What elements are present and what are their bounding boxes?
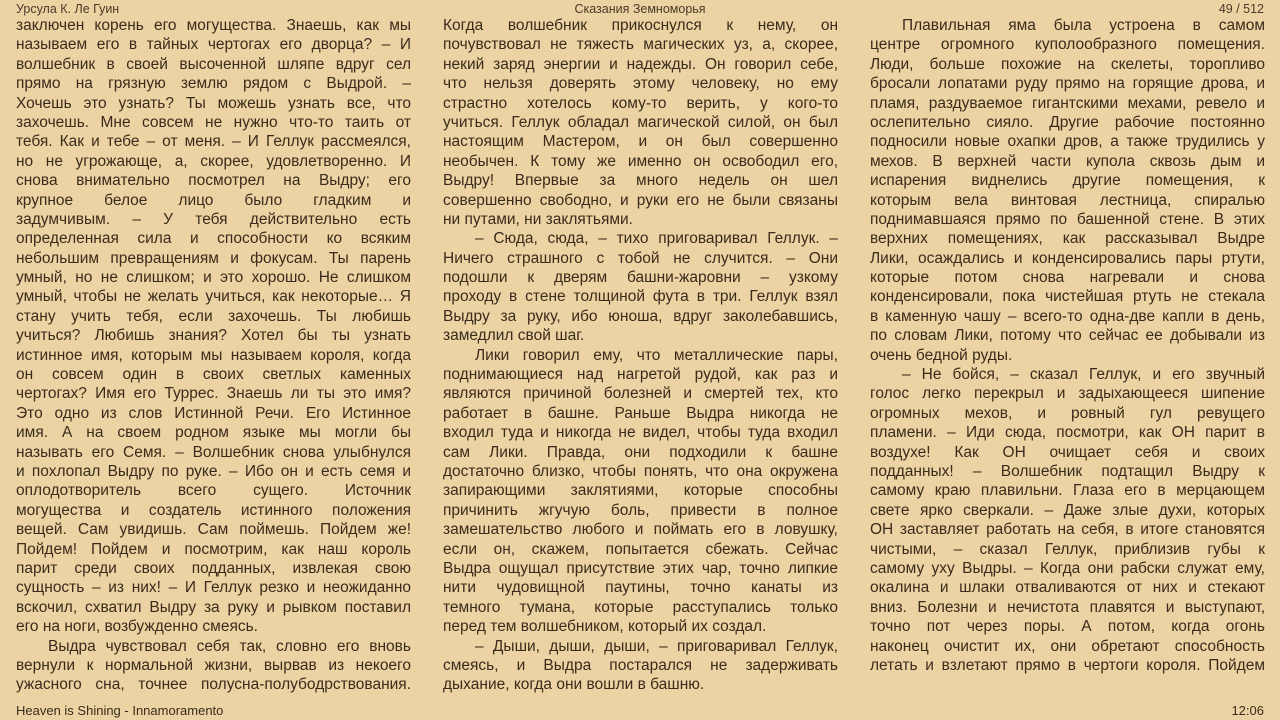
text-line: дыхание, когда они вошли в башню. [443,676,705,694]
text-line: окалина и шлаки отваливаются от них и стекают [870,579,1265,597]
book-author: Урсула К. Ле Гуин [16,2,120,16]
text-line: – Дыши, дыши, дыши, – приговаривал Геллук, [475,637,838,655]
text-line: истинное имя, которым мы называем короля, когда [16,346,411,364]
text-line: по словам Лики, потому что сейчас ее добывали из [870,327,1265,345]
text-line: если он, скажем, попытается сбежать. Сейчас [443,540,838,558]
text-line: задумчивым. – У тебя действительно есть [16,210,411,228]
text-line: Выдра чувствовал себя так, словно его вновь [48,637,411,655]
text-line: конденсировали, пока чистейшая ртуть не стекала [870,288,1265,306]
text-line: настоящим Мастером, и он был совершенно [443,133,838,151]
text-line: Выдру! Впервые за много недель он шел [443,172,838,190]
text-line: в каменную чашу – всего-то одна-две капли в день, [870,307,1265,325]
text-line: что нельзя доверять этому человеку, но ему [443,75,838,93]
text-line: страстно хотелось кому-то верить, у кого-то [443,94,838,112]
text-line: некий заряд энергии и надежды. Он говорил себе, [443,55,838,73]
clock: 12:06 [1231,703,1264,718]
text-line: перед тем волшебником, который их создал. [443,618,767,636]
text-line: – Не бойся, – сказал Геллук, и его звучный [902,366,1265,384]
text-line: летать и взлетают прямо в чертоги короля. Пойдем [870,656,1265,674]
text-line: его на ноги, возбужденно смеясь. [16,618,258,636]
book-title: Сказания Земноморья [574,2,706,16]
text-line: ни путами, ни заклятьями. [443,210,633,228]
text-line: называть его Семя. – Волшебник снова улыбнулся [16,443,411,461]
text-line: испарения виднелись другие помещения, к [870,172,1265,190]
text-line: Когда волшебник прикоснулся к нему, он [443,17,838,34]
text-line: снова внимательно посмотрел на Выдру; его [16,172,411,190]
text-line: входил туда и никогда не видел, чтобы туда входил [443,424,838,442]
text-line: сам Лики. Правда, они подходили к башне [443,443,838,461]
page-indicator: 49 / 512 [1218,2,1264,16]
text-line: подданных! – Волшебник подтащил Выдру к [870,462,1265,480]
text-line: Лики, осаждались и конденсировались пары ртути, [870,249,1265,267]
text-line: вскочил, схватил Выдру за руку и рывком поставил [16,598,411,616]
text-line: он совсем один в своих светлых каменных [16,366,411,384]
text-line: нити чудовищной паутины, точно канаты из [443,579,838,597]
text-line: мехов. В верхней части купола сквозь дым и [870,152,1265,170]
text-line: волшебник в своей высоченной шляпе вдруг сел [16,55,411,73]
text-line: центре огромного куполообразного помещения. [870,36,1265,54]
text-line: учиться. Геллук обладал магической силой, он был [443,113,838,131]
text-line: ослепительно сияло. Другие рабочие постоянно [870,113,1265,131]
text-line: чертогах? Имя его Туррес. Знаешь ли ты это имя? [16,385,411,403]
text-column-3[interactable] [870,16,1265,675]
text-line: вернули к нормальной жизни, вырвав из некоего [16,656,411,674]
text-line: голос легко перекрыл и задыхающееся шипение [870,385,1265,403]
text-line: стану учить тебя, если захочешь. Ты любишь [16,307,411,325]
text-column-1[interactable] [16,16,411,695]
text-line: тебя. Как и тебе – от меня. – И Геллук рассмеялся, [16,133,411,151]
text-line: захочешь. Мне совсем не нужно что-то таить от [16,113,411,131]
text-line: наконец очистит их, они обретают способность [870,637,1265,655]
text-line: подносили новые охапки дров, а также трудились у [870,133,1265,151]
text-line: воздухе! Как ОН очищает себя и своих [870,443,1265,461]
now-playing-track: Heaven is Shining - Innamoramento [16,703,224,718]
text-line: необычен. К тому же именно он освободил его, [443,152,838,170]
text-line: прямо на грязную землю рядом с Выдрой. – [16,75,411,93]
text-line: Ничего страшного с тобой не случится. – Они [443,249,838,267]
text-line: оплодотворитель всего сущего. Источник [16,482,411,500]
text-line: – Сюда, сюда, – тихо приговаривал Геллук. – [475,230,838,248]
text-column-2[interactable] [443,16,838,695]
text-line: имя. А на своем родном языке мы могли бы [16,424,411,442]
text-line: поднимавшаяся прямо по башенной стене. В этих [870,210,1265,228]
text-line: подошли к дверям башни-жаровни – узкому [443,269,838,287]
text-line: проходу в стене толщиной фута в три. Геллук взял [443,288,838,306]
text-line: огромных мехов, и ровный гул ревущего [870,404,1265,422]
text-line: небольшим превращениям и фокусам. Ты парень [16,249,411,267]
text-line: очень бедной руды. [870,346,1013,364]
text-line: ужасного сна, точнее полусна-полубодрствования. [16,676,411,694]
text-line: которые потом снова нагревали и снова [870,269,1265,287]
text-line: пламени. – Иди сюда, посмотри, как ОН парит в [870,424,1265,442]
text-line: но не угрожающе, а, скорее, удовлетворенно. И [16,152,411,170]
text-line: ОН заставляет работать на себя, в итоге становятся [870,521,1265,539]
text-line: могущества и создатель истинного положения [16,501,411,519]
text-line: парит среди своих подданных, извлекая свою [16,559,411,577]
text-line: работает в башне. Раньше Выдра никогда не [443,404,838,422]
text-line: заключен корень его могущества. Знаешь, как мы [16,17,411,34]
text-line: совершенно свободно, и руки его не были связаны [443,191,838,209]
text-line: смеясь, и Выдра постарался не задерживать [443,656,838,674]
text-line: самому уху Выдры. – Когда они рабски служат ему, [870,559,1265,577]
text-line: Хочешь это узнать? Ты можешь узнать все, что [16,94,411,112]
text-line: Это одно из слов Истинной Речи. Его Истинное [16,404,411,422]
text-line: почувствовал не тяжесть магических уз, а, скорее, [443,36,838,54]
text-line: самому краю плавильни. Глаза его в мерцающем [870,482,1265,500]
text-line: поднимающиеся над нагретой рудой, как раз и [443,366,838,384]
text-line: являются причиной болезней и смертей тех, кто [443,385,838,403]
text-line: умный, но не слишком; и это хорошо. Не слишком [16,269,411,287]
text-line: учиться? Любишь знания? Хотел бы ты узнать [16,327,411,345]
text-line: замешательство любого и поймать его в ловушку, [443,521,838,539]
text-line: вниз. Болезни и нечистота плавятся и выступают, [870,598,1265,616]
text-line: точно пот через поры. А потом, когда огонь [870,618,1265,636]
text-line: запирающими заклятиями, которые способны [443,482,838,500]
text-line: достаточно близко, чтобы понять, что она окружена [443,462,838,480]
text-line: Плавильная яма была устроена в самом [902,17,1265,34]
text-line: бросали лопатами руду прямо на горящие дрова, и [870,75,1265,93]
text-line: темного тумана, которые расступались только [443,598,838,616]
text-line: называем его в тайных чертогах его дворца? – И [16,36,411,54]
text-line: Лики говорил ему, что металлические пары, [475,346,838,364]
text-line: Выдра ощущал присутствие этих чар, точно липкие [443,559,838,577]
text-line: пламя, раздуваемое гигантскими мехами, ревело и [870,94,1265,112]
text-line: Люди, больше похожие на скелеты, торопливо [870,55,1265,73]
text-line: которым вела винтовая лестница, спиралью [870,191,1265,209]
text-line: чистыми, – сказал Геллук, приблизив губы к [870,540,1265,558]
text-line: Выдру за руку, ибо юноша, вдруг заколебавшись, [443,307,838,325]
text-line: и похлопал Выдру по руке. – Ибо он и есть семя и [16,462,411,480]
text-line: определенная сила и способности ко всяким [16,230,411,248]
text-line: Пойдем! Пойдем и посмотрим, как наш король [16,540,411,558]
text-line: замедлил свой шаг. [443,327,585,345]
text-line: причинить жгучую боль, привести в полное [443,501,838,519]
text-line: сущность – из них! – И Геллук резко и неожиданно [16,579,411,597]
text-line: умный, чтобы не желать учиться, как некоторые… Я [16,288,411,306]
text-line: верхних помещениях, как рассказывал Выдре [870,230,1265,248]
text-line: вещей. Сам увидишь. Сам поймешь. Пойдем же! [16,521,411,539]
text-line: крупное белое лицо было гладким и [16,191,411,209]
text-line: свете ярко сверкали. – Даже злые духи, которых [870,501,1265,519]
